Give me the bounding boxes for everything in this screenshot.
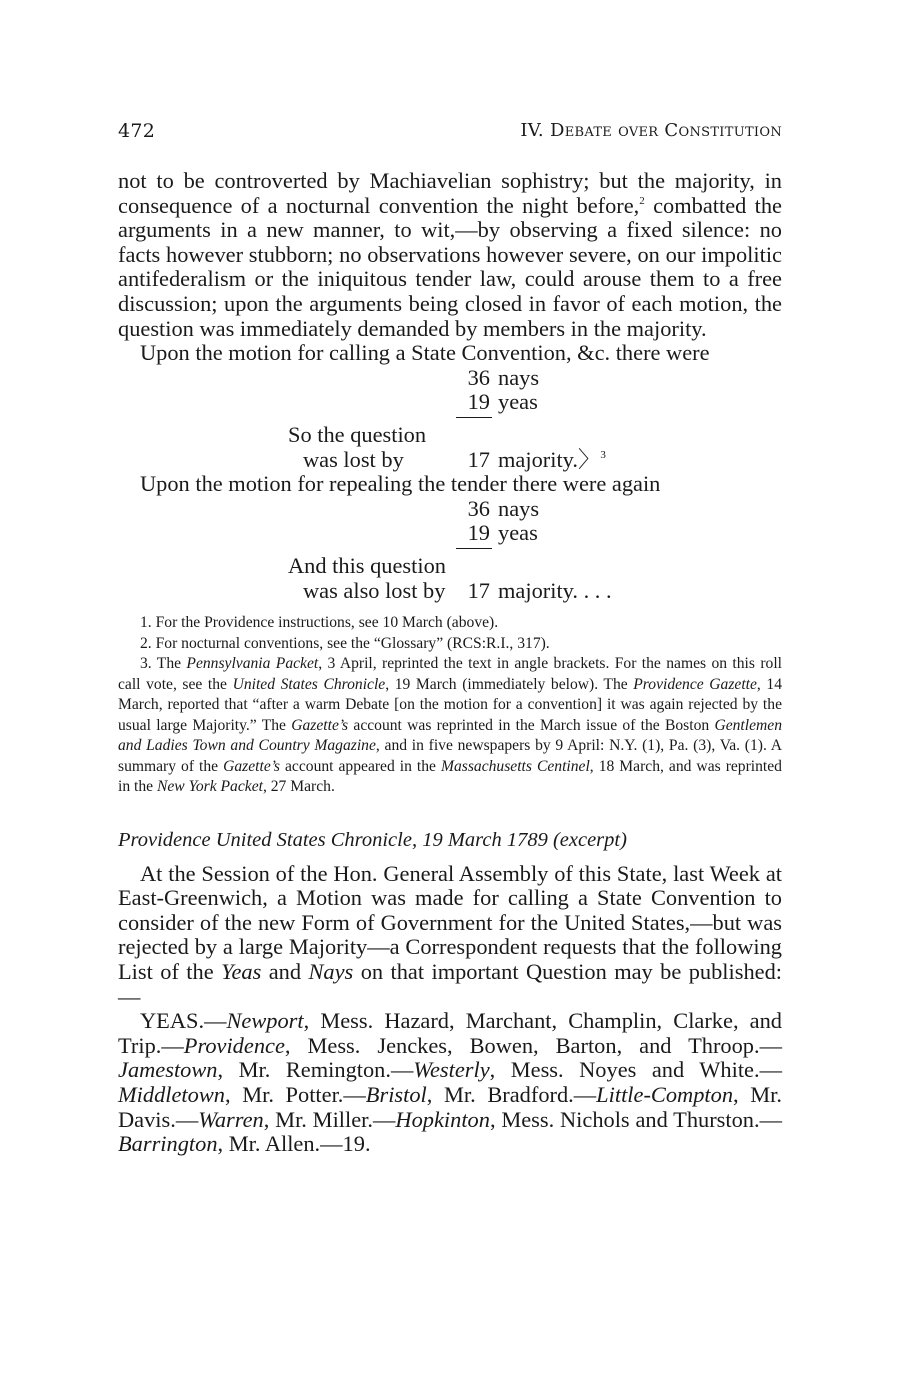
paragraph: At the Session of the Hon. General Assembly of this State, last Week at East-Greenwich, a Motion was made for calling a State Convention to consider of the new Form of Government for the United States,—but was rejected by a large Majority—a Correspondent requests that the following List of the Yeas and Nays on that important Question may be published:— — [118, 860, 782, 1009]
paragraph-text: not to be controverted by Machiavelian sophistry; but the majority, in consequence of a nocturnal convention the night before, — [118, 168, 782, 218]
sum-rule — [456, 548, 492, 549]
sum-rule — [456, 417, 492, 418]
footnotes — [118, 613, 782, 798]
vote-result-line1 — [118, 554, 782, 579]
footnote-3: 3. The Pennsylvania Packet, 3 April, reprinted the text in angle brackets. For the names on this roll call vote, see the United States Chronicle, 19 March (immediately below). The Providence Gazette, 14 March, reported that “after a warm Debate [on the motion for a convention] it was again rejected by the usual large Majority.” The Gazette’s account was reprinted in the March issue of the Boston Gentlemen and Ladies Town and Country Magazine, and in five newspapers by 9 April: N.Y. (1), Pa. (3), Va. (1). A summary of the Gazette’s account appeared in the Massachusetts Centinel, 18 March, and was reprinted in the New York Packet, 27 March. — [118, 655, 783, 796]
chronicle-text — [118, 862, 782, 1157]
yeas-list: YEAS.—Newport, Mess. Hazard, Marchant, Champlin, Clarke, and Trip.—Providence, Mess. Jenckes, Bowen, Barton, and Throop.—Jamestown, Mr. Remington.—Westerly, Mess. Noyes and White.—Middletown, Mr. Potter.—Bristol, Mr. Bradford.—Little-Compton, Mr. Davis.—Warren, Mr. Miller.—Hopkinton, Mess. Nichols and Thurston.—Barrington, Mr. Allen.—19. — [118, 1008, 782, 1157]
majority-count: 17 — [467, 446, 490, 472]
nays-label: nays — [498, 495, 540, 521]
nays-count: 36 — [467, 364, 490, 390]
vote-intro: Upon the motion for repealing the tender there were again — [140, 471, 661, 497]
result-text: was lost by — [303, 446, 404, 472]
vote-result-line2 — [118, 579, 782, 604]
majority-label: majority. . . . — [498, 577, 612, 603]
paragraph-continued — [118, 169, 782, 341]
vote-tender — [118, 472, 782, 497]
footnote-ref-3: 3 — [600, 448, 606, 461]
result-text: was also lost by — [303, 577, 446, 603]
footnote-ref-2: 2 — [639, 194, 645, 207]
vote-intro: Upon the motion for calling a State Convention, &c. there were — [140, 340, 710, 366]
yeas-label: yeas — [498, 520, 538, 546]
footnote-1: 1. For the Providence instructions, see 10 March (above). — [140, 614, 499, 632]
nays-count: 36 — [467, 495, 490, 521]
result-text: So the question — [288, 421, 427, 447]
page-number: 472 — [118, 120, 156, 142]
vote-row-yeas — [118, 521, 782, 546]
document-title: Providence United States Chronicle, 19 March 1789 (excerpt) — [118, 828, 627, 851]
vote-row-yeas — [118, 390, 782, 415]
vote-result-line1 — [118, 423, 782, 448]
yeas-label: yeas — [498, 389, 538, 415]
yeas-count: 19 — [467, 389, 490, 415]
nays-label: nays — [498, 364, 540, 390]
running-head-title: IV. Debate over Constitution — [520, 120, 782, 141]
vote-convention — [118, 341, 782, 366]
result-text: And this question — [288, 552, 446, 578]
footnote-2: 2. For nocturnal conventions, see the “Glossary” (RCS:R.I., 317). — [140, 634, 550, 652]
majority-count: 17 — [467, 577, 490, 603]
paragraph-text-cont: combatted the arguments in a new manner, to wit,—by observing a fixed silence: no facts however stubborn; no observations however severe, on our impolitic antifederalism or the iniquitous tender law, could arouse them to a free discussion; upon the arguments being closed in favor of each motion, the question was immediately demanded by members in the majority. — [118, 192, 782, 341]
page — [118, 120, 782, 1157]
vote-row-nays — [118, 366, 782, 391]
running-header — [118, 120, 782, 142]
majority-label: majority.〉$^3$ — [498, 446, 606, 472]
yeas-count: 19 — [467, 520, 490, 546]
vote-row-nays — [118, 497, 782, 522]
vote-result-line2 — [118, 448, 782, 473]
